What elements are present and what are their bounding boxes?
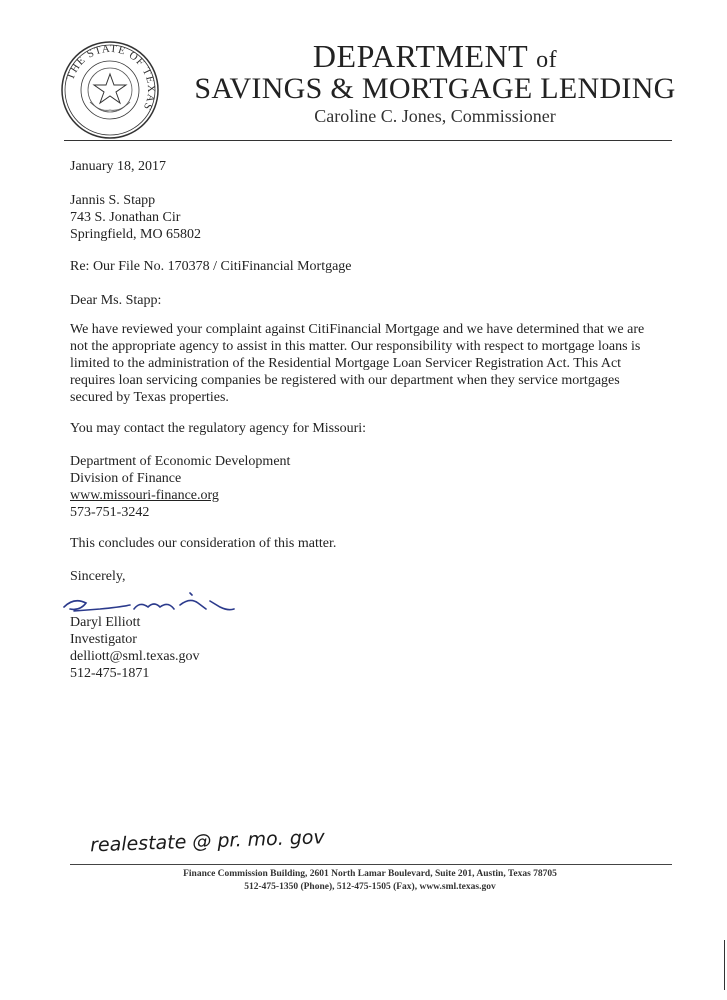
- agency-address: [70, 453, 680, 521]
- recipient-street: 743 S. Jonathan Cir: [70, 210, 181, 225]
- recipient-city: Springfield, MO 65802: [70, 227, 202, 242]
- commissioner-name: Caroline C. Jones, Commissioner: [314, 106, 556, 126]
- department-title-of: of: [536, 47, 558, 73]
- paragraph-conclusion: This concludes our consideration of this matter.: [70, 536, 337, 551]
- handwritten-note: [88, 818, 326, 862]
- reference-line: Re: Our File No. 170378 / CitiFinancial Mortgage: [70, 259, 352, 274]
- paragraph-line: secured by Texas properties.: [70, 390, 229, 405]
- svg-text:THE STATE OF TEXAS: THE STATE OF TEXAS: [64, 42, 158, 113]
- recipient-address: [70, 192, 680, 243]
- footer-address: Finance Commission Building, 2601 North Lamar Boulevard, Suite 201, Austin, Texas 78705: [183, 869, 557, 879]
- paragraph-line: We have reviewed your complaint against CitiFinancial Mortgage and we have determined that we are: [70, 322, 645, 337]
- handwritten-note-text: realestate @ pr. mo. gov: [89, 826, 326, 857]
- paragraph-line: requires loan servicing companies be registered with our department when they service mortgages: [70, 373, 620, 388]
- footer: [110, 868, 630, 894]
- salutation: Dear Ms. Stapp:: [70, 293, 162, 308]
- signer-title: Investigator: [70, 632, 137, 647]
- signer-name: Daryl Elliott: [70, 615, 141, 630]
- department-title: DEPARTMENT of: [312, 38, 558, 74]
- texas-seal-icon: [60, 40, 160, 140]
- department-subtitle: SAVINGS & MORTGAGE LENDING: [194, 72, 676, 105]
- header-divider: [64, 140, 672, 141]
- footer-contact: 512-475-1350 (Phone), 512-475-1505 (Fax), www.sml.texas.gov: [244, 882, 496, 892]
- recipient-name: Jannis S. Stapp: [70, 193, 156, 208]
- agency-website-link[interactable]: www.missouri-finance.org: [70, 488, 219, 503]
- footer-divider: [70, 864, 672, 865]
- agency-phone: 573-751-3242: [70, 505, 150, 520]
- scan-edge-mark: [724, 940, 725, 990]
- paragraph-line: not the appropriate agency to assist in this matter. Our responsibility with respect to mortgage loans is: [70, 339, 641, 354]
- paragraph-contact: You may contact the regulatory agency for Missouri:: [70, 421, 367, 436]
- closing: Sincerely,: [70, 569, 126, 584]
- signer-email: delliott@sml.texas.gov: [70, 649, 200, 664]
- paragraph-line: limited to the administration of the Residential Mortgage Loan Servicer Registration Act. This Act: [70, 356, 622, 371]
- signer-phone: 512-475-1871: [70, 666, 150, 681]
- signer-block: [70, 614, 680, 682]
- paragraph-complaint: [70, 321, 680, 406]
- letter-date: January 18, 2017: [70, 159, 167, 174]
- agency-division: Division of Finance: [70, 471, 182, 486]
- agency-name: Department of Economic Development: [70, 454, 291, 469]
